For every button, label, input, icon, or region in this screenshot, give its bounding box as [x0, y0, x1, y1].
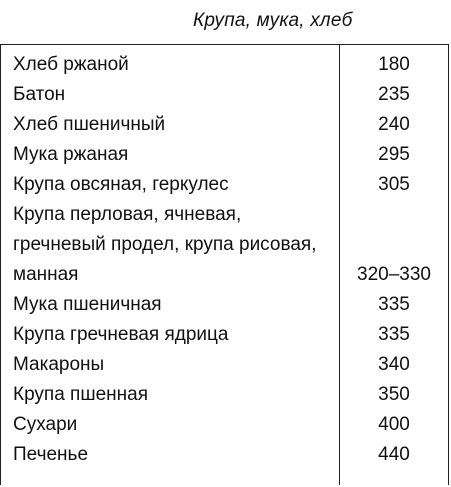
table-title: Крупа, мука, хлеб — [193, 10, 353, 31]
product-name: Батон — [13, 84, 66, 105]
product-name: Крупа овсяная, геркулес — [13, 174, 229, 195]
calorie-value: 440 — [378, 444, 410, 465]
calorie-value: 235 — [378, 84, 410, 105]
table-row — [1, 290, 448, 320]
table-row — [1, 110, 448, 140]
table-row — [1, 410, 448, 440]
product-name: Мука ржаная — [13, 144, 129, 165]
calorie-value: 180 — [378, 54, 410, 75]
calorie-value: 305 — [378, 174, 410, 195]
calorie-value: 335 — [378, 294, 410, 315]
calorie-value: 320–330 — [357, 264, 431, 285]
table-row — [1, 200, 448, 290]
product-name: Крупа пшенная — [13, 384, 148, 405]
table-row — [1, 50, 448, 80]
table-row — [1, 440, 448, 470]
calorie-value: 335 — [378, 324, 410, 345]
calorie-value: 350 — [378, 384, 410, 405]
product-name: Хлеб пшеничный — [13, 114, 166, 135]
product-name: Мука пшеничная — [13, 294, 162, 315]
table-rows — [1, 50, 448, 470]
product-name: Сухари — [13, 414, 78, 435]
calorie-value: 240 — [378, 114, 410, 135]
table-row — [1, 380, 448, 410]
product-name: Хлеб ржаной — [13, 54, 129, 75]
product-name: Крупа гречневая ядрица — [13, 324, 229, 345]
product-name: Крупа перловая, ячневая, гречневый продел, крупа рисовая, манная — [13, 204, 317, 285]
table-row — [1, 140, 448, 170]
calorie-table — [0, 44, 449, 485]
table-row — [1, 320, 448, 350]
calorie-value: 340 — [378, 354, 410, 375]
product-name: Печенье — [13, 444, 89, 465]
table-row — [1, 350, 448, 380]
product-name: Макароны — [13, 354, 105, 375]
calorie-value: 400 — [378, 414, 410, 435]
calorie-value: 295 — [378, 144, 410, 165]
table-row — [1, 80, 448, 110]
table-row — [1, 170, 448, 200]
